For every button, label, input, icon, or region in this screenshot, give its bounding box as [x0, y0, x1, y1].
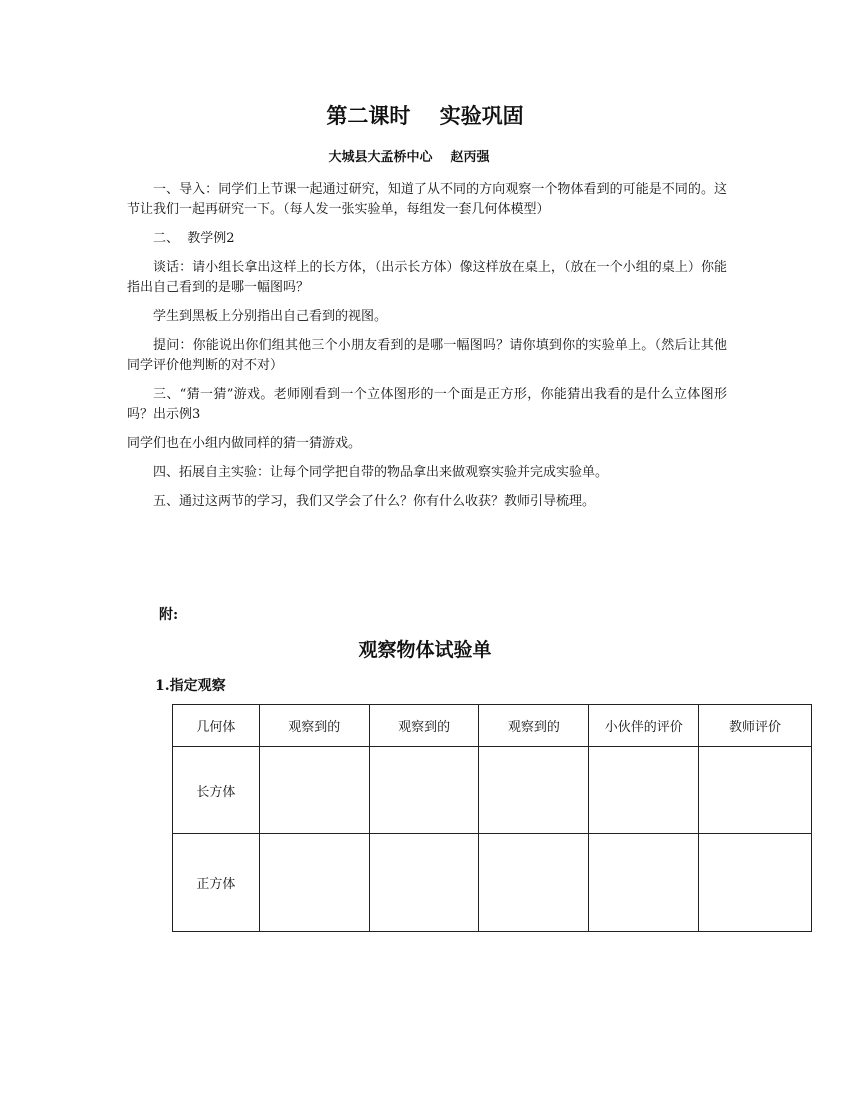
table-header-cell: 观察到的 — [479, 705, 589, 747]
paragraph-students: 学生到黑板上分别指出自己看到的视图。 — [153, 309, 388, 324]
paragraph-summary: 五、通过这两节的学习，我们又学会了什么？你有什么收获？教师引导梳理。 — [153, 494, 596, 509]
table-header-cell: 小伙伴的评价 — [589, 705, 699, 747]
table-cell: 长方体 — [173, 747, 260, 834]
table-header-cell: 教师评价 — [699, 705, 812, 747]
table-header-cell: 几何体 — [173, 705, 260, 747]
observation-table — [172, 704, 812, 932]
table-cell — [699, 747, 812, 834]
table-cell — [479, 747, 589, 834]
lesson-body — [127, 180, 727, 521]
table-cell — [699, 834, 812, 932]
table-cell — [589, 747, 699, 834]
paragraph-guess-game: 三、“猜一猜”游戏。老师刚看到一个立体图形的一个面是正方形，你能猜出我看的是什么立体图形吗？出示例3 — [127, 387, 727, 422]
paragraph-intro: 一、导入：同学们上节课一起通过研究，知道了从不同的方向观察一个物体看到的可能是不同的。这节让我们一起再研究一下。（每人发一张实验单，每组发一套几何体模型） — [127, 182, 727, 217]
table-cell — [589, 834, 699, 932]
table-header-cell: 观察到的 — [369, 705, 479, 747]
appendix-label: 附: — [159, 607, 179, 623]
page-title: 第二课时 实验巩固 — [326, 103, 524, 128]
table-row — [173, 747, 812, 834]
paragraph-extension: 四、拓展自主实验：让每个同学把自带的物品拿出来做观察实验并完成实验单。 — [153, 465, 609, 480]
table-cell — [479, 834, 589, 932]
table-cell — [369, 747, 479, 834]
table-header-row — [173, 705, 812, 747]
paragraph-question: 提问：你能说出你们组其他三个小朋友看到的是哪一幅图吗？请你填到你的实验单上。（然后让其他同学评价他判断的对不对） — [127, 338, 727, 373]
section-label: 1.指定观察 — [155, 678, 226, 694]
author-line: 大城县大孟桥中心 赵丙强 — [328, 150, 490, 165]
table-cell — [259, 834, 369, 932]
table-header-cell: 观察到的 — [259, 705, 369, 747]
table-row — [173, 834, 812, 932]
paragraph-talk: 谈话：请小组长拿出这样上的长方体，（出示长方体）像这样放在桌上，（放在一个小组的桌上）你能指出自己看到的是哪一幅图吗？ — [127, 260, 727, 295]
paragraph-example2: 二、 教学例2 — [153, 231, 235, 246]
sheet-title: 观察物体试验单 — [358, 639, 492, 661]
table-cell — [259, 747, 369, 834]
paragraph-group-game: 同学们也在小组内做同样的猜一猜游戏。 — [127, 436, 362, 451]
table-cell — [369, 834, 479, 932]
table-cell: 正方体 — [173, 834, 260, 932]
